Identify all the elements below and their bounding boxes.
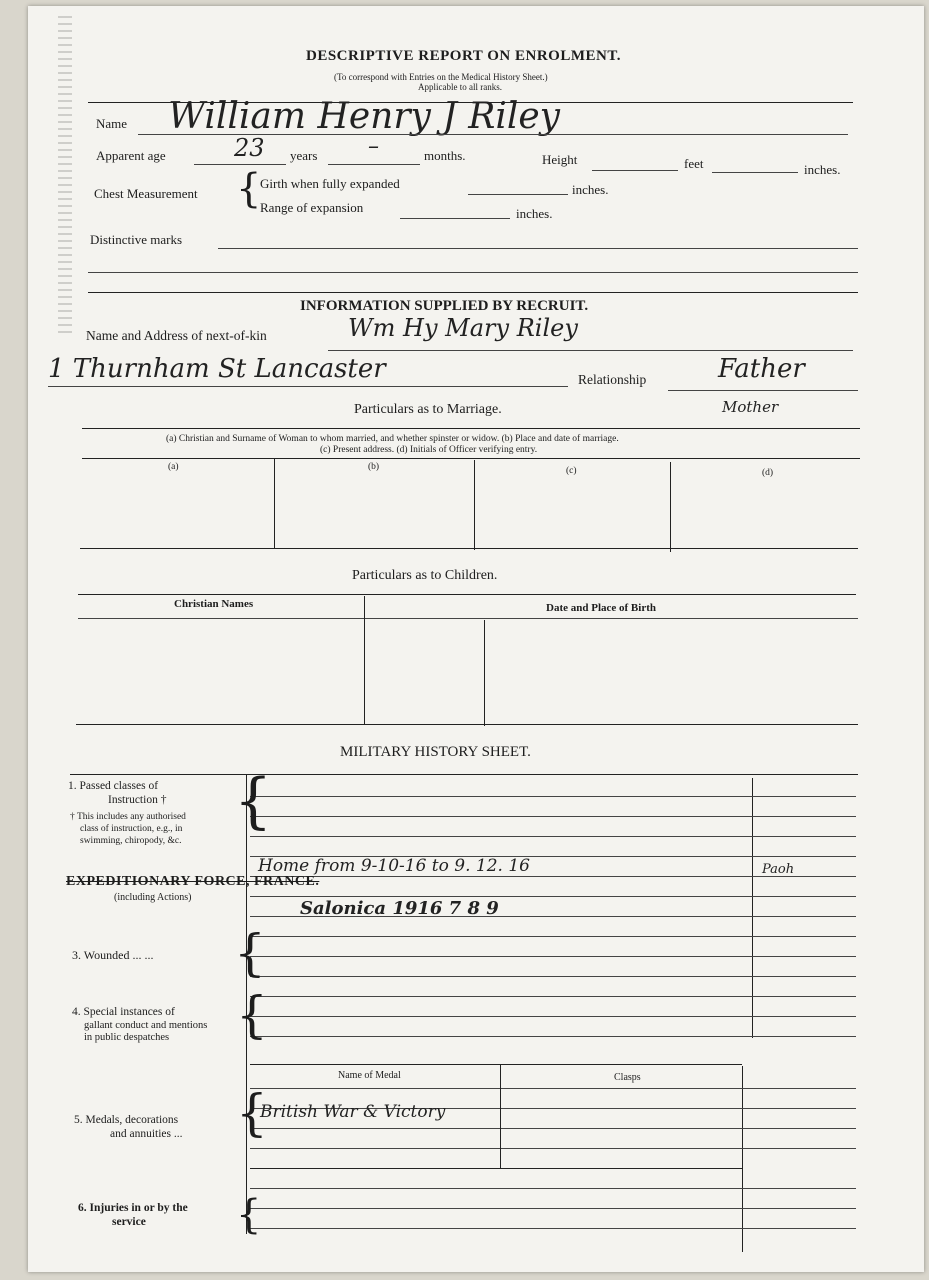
section-rule (88, 292, 858, 293)
medal-col-header: Name of Medal (338, 1070, 401, 1081)
marriage-top-rule (82, 428, 860, 429)
months-rule (328, 164, 420, 165)
ruled-line (250, 1208, 856, 1209)
medal-table-top-rule (250, 1064, 742, 1065)
ruled-line (250, 1128, 856, 1129)
name-label: Name (96, 116, 128, 131)
ruled-line (250, 816, 856, 817)
document-title: DESCRIPTIVE REPORT ON ENROLMENT. (306, 48, 621, 64)
girth-inches: inches. (572, 182, 609, 197)
ruled-line (250, 956, 856, 957)
chest-brace: { (236, 166, 262, 212)
marriage-col-c: (c) (566, 466, 577, 476)
row2-entry-1: Home from 9-10-16 to 9. 12. 16 (258, 856, 530, 876)
address-rule (48, 386, 568, 387)
marriage-header-rule (82, 458, 860, 459)
marriage-note-1: (a) Christian and Surname of Woman to whom married, and whether spinster or widow. (b) Place and date of marriage. (166, 434, 619, 444)
marriage-col-a: (a) (168, 462, 179, 472)
age-value: 23 (234, 134, 265, 162)
inches-label: inches. (804, 162, 841, 177)
enrolment-document (28, 6, 924, 1272)
ruled-line (250, 1016, 856, 1017)
ruled-line (250, 1148, 856, 1149)
row5-label-b: and annuities ... (110, 1128, 183, 1140)
ruled-line (250, 936, 856, 937)
row1-label-b: Instruction † (108, 794, 167, 806)
ruled-line (250, 1228, 856, 1229)
relationship-label: Relationship (578, 372, 647, 387)
row1-note: † This includes any authorised (70, 812, 186, 822)
marks-rule-2 (88, 272, 858, 273)
marriage-divider-3 (670, 462, 671, 552)
ruled-line (250, 836, 856, 837)
row2-label: EXPEDITIONARY FORCE, FRANCE. (66, 874, 320, 889)
row6-label: 6. Injuries in or by the (78, 1202, 188, 1214)
girth-rule (468, 194, 568, 195)
marriage-bottom-rule (80, 548, 858, 549)
kin-label: Name and Address of next-of-kin (86, 328, 267, 343)
row6-brace: { (236, 1192, 262, 1238)
row1-brace: { (234, 766, 273, 836)
military-far-right-divider (742, 1066, 743, 1252)
military-top-rule (70, 774, 858, 775)
recruit-heading: INFORMATION SUPPLIED BY RECRUIT. (300, 298, 589, 314)
chest-label: Chest Measurement (94, 186, 198, 201)
ruled-line (250, 1088, 856, 1089)
range-rule (400, 218, 510, 219)
girth-label: Girth when fully expanded (260, 176, 400, 191)
row1-label: 1. Passed classes of (68, 780, 159, 792)
children-bottom-rule (76, 724, 858, 725)
medal-entry: British War & Victory (260, 1102, 446, 1122)
row6-label-b: service (112, 1216, 146, 1228)
marks-label: Distinctive marks (90, 232, 183, 247)
height-label: Height (542, 152, 578, 167)
medal-clasp-divider (500, 1064, 501, 1168)
ruled-line (250, 796, 856, 797)
feet-rule (592, 170, 678, 171)
kin-rule (328, 350, 853, 351)
left-binding-edge (58, 16, 72, 336)
row1-note-2: class of instruction, e.g., in (80, 824, 183, 834)
row5-label: 5. Medals, decorations (74, 1114, 179, 1126)
age-rule (194, 164, 286, 165)
marriage-divider-1 (274, 458, 275, 548)
ruled-line (250, 976, 856, 977)
age-label: Apparent age (96, 148, 166, 163)
ruled-line (250, 1188, 856, 1189)
row2-sub: (including Actions) (114, 892, 192, 903)
row4-label: 4. Special instances of (72, 1006, 175, 1018)
relationship-value: Father (718, 354, 805, 384)
marriage-note-2: (c) Present address. (d) Initials of Officer verifying entry. (320, 445, 538, 455)
row2-side-note: Paoh (762, 862, 795, 877)
inches-rule (712, 172, 798, 173)
military-right-divider (752, 778, 753, 1038)
row5-brace: { (236, 1084, 268, 1142)
row4-brace: { (236, 986, 268, 1044)
children-header-rule (78, 618, 858, 619)
children-col-birth: Date and Place of Birth (546, 602, 656, 614)
relationship-rule (668, 390, 858, 391)
medal-table-bottom-rule (250, 1168, 742, 1169)
row1-note-3: swimming, chiropody, &c. (80, 836, 182, 846)
ruled-line (250, 896, 856, 897)
range-label: Range of expansion (260, 200, 364, 215)
kin-value: Wm Hy Mary Riley (348, 314, 578, 342)
relationship-value-2: Mother (722, 398, 779, 416)
years-label: years (290, 148, 318, 163)
clasps-col-header: Clasps (614, 1072, 641, 1083)
ruled-line (250, 996, 856, 997)
marriage-col-d: (d) (762, 468, 774, 478)
children-col-names: Christian Names (174, 598, 254, 610)
children-top-rule (78, 594, 856, 595)
feet-label: feet (684, 156, 704, 171)
marriage-divider-2 (474, 460, 475, 550)
row2-entry-2: Salonica 1916 7 8 9 (300, 898, 499, 919)
row4-label-c: in public despatches (84, 1032, 170, 1043)
months-label: months. (424, 148, 466, 163)
document-subtitle-2: Applicable to all ranks. (418, 82, 502, 92)
marriage-heading: Particulars as to Marriage. (354, 402, 502, 417)
military-heading: MILITARY HISTORY SHEET. (340, 744, 531, 760)
children-divider-2 (484, 620, 485, 726)
name-value: William Henry J Riley (168, 96, 560, 137)
range-inches: inches. (516, 206, 553, 221)
row4-label-b: gallant conduct and mentions (84, 1020, 208, 1031)
marks-rule-1 (218, 248, 858, 249)
children-heading: Particulars as to Children. (352, 568, 498, 583)
children-divider-1 (364, 596, 365, 724)
ruled-line (250, 1036, 856, 1037)
row3-brace: { (234, 924, 266, 982)
months-value: – (368, 134, 379, 159)
row3-label: 3. Wounded ... ... (72, 948, 154, 962)
document-subtitle: (To correspond with Entries on the Medical History Sheet.) (334, 72, 548, 82)
marriage-col-b: (b) (368, 462, 380, 472)
address-value: 1 Thurnham St Lancaster (48, 354, 386, 384)
